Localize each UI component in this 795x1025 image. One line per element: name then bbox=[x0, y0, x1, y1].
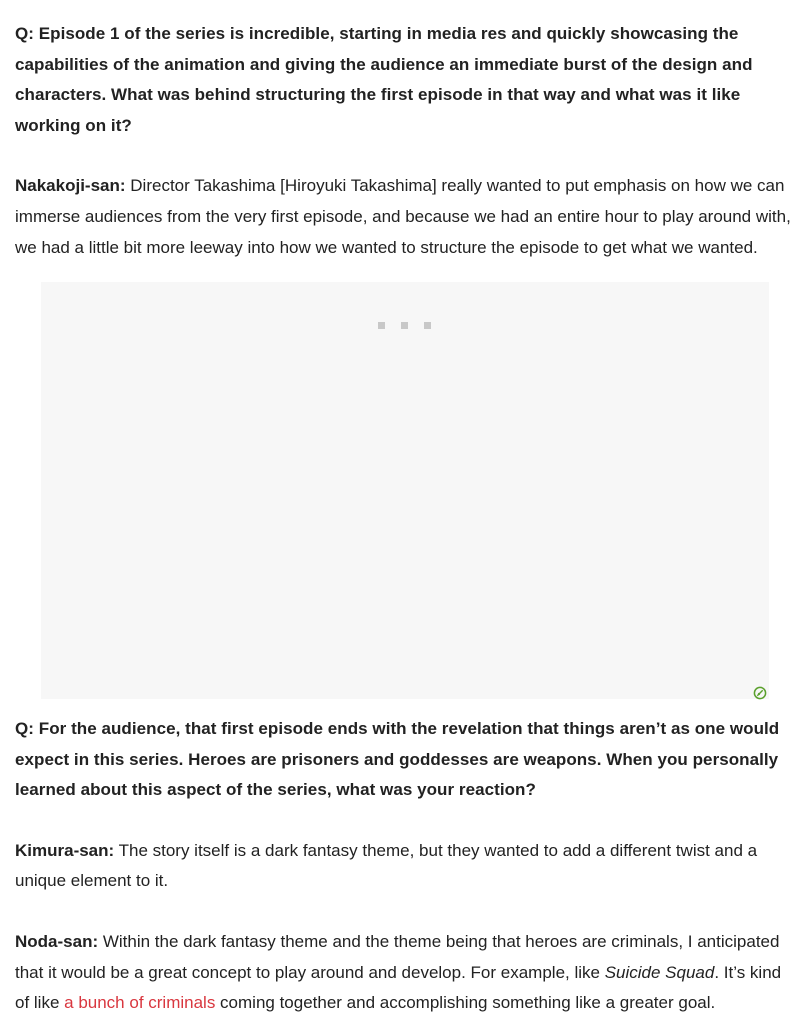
ad-choices-icon[interactable] bbox=[753, 686, 767, 700]
question-2: Q: For the audience, that first episode ends with the revelation that things aren’t as one would expect in this series. Heroes are prisoners and goddesses are weapons. When you personally learned about this aspect of the series, what was your reaction? bbox=[15, 719, 780, 800]
answer-3-italic-title: Suicide Squad bbox=[604, 962, 715, 982]
criminals-link[interactable]: a bunch of criminals bbox=[64, 993, 216, 1013]
speaker-kimura: Kimura-san: bbox=[15, 840, 115, 860]
speaker-nakakoji: Nakakoji-san: bbox=[15, 176, 126, 196]
answer-3-text-middle: . It’s kind of like bbox=[15, 962, 782, 1013]
article-body-continued bbox=[15, 714, 793, 1019]
question-1: Q: Episode 1 of the series is incredible, starting in media res and quickly showcasing the capabilities of the animation and giving the audience an immediate burst of the design and characters. What was behind structuring the first episode in that way and what was it like working on it? bbox=[15, 24, 753, 135]
answer-2-text: The story itself is a dark fantasy theme, but they wanted to add a different twist and a unique element to it. bbox=[15, 840, 758, 891]
answer-1 bbox=[15, 171, 793, 263]
loading-dots-icon bbox=[378, 322, 434, 330]
ad-placeholder[interactable] bbox=[41, 282, 769, 699]
answer-3 bbox=[15, 927, 793, 1019]
article-body bbox=[15, 19, 793, 263]
answer-1-text: Director Takashima [Hiroyuki Takashima] really wanted to put emphasis on how we can immerse audiences from the very first episode, and because we had an entire hour to play around with, we had a little bit more leeway into how we wanted to structure the episode to get what we wanted. bbox=[15, 176, 791, 257]
answer-3-text-after: coming together and accomplishing something like a greater goal. bbox=[215, 993, 716, 1013]
answer-2 bbox=[15, 836, 793, 897]
answer-3-text-before: Within the dark fantasy theme and the theme being that heroes are criminals, I anticipated that it would be a great concept to play around and develop. For example, like bbox=[15, 931, 780, 982]
speaker-noda: Noda-san: bbox=[15, 931, 99, 951]
